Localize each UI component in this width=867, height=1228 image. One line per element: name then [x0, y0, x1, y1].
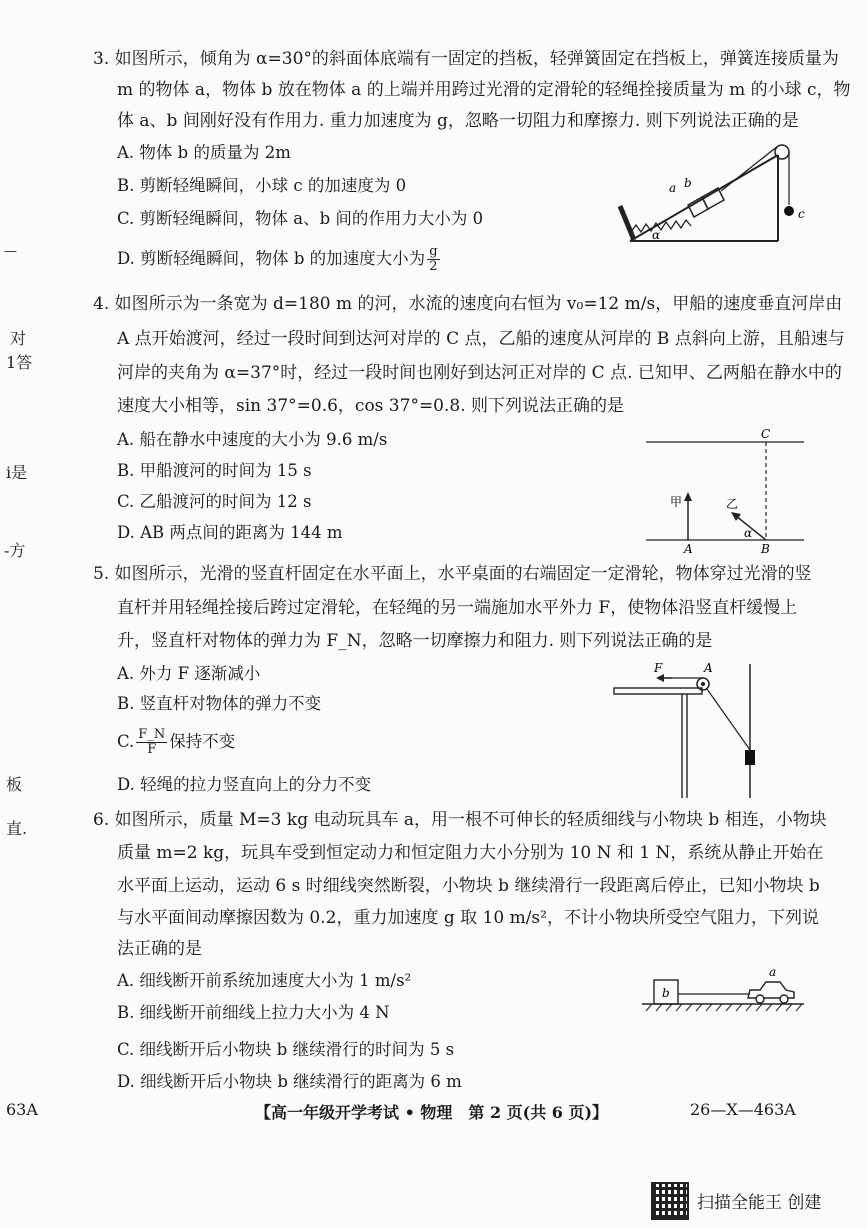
margin-text-2: 1答 [6, 353, 33, 372]
baffle [620, 206, 634, 240]
label-c: c [798, 207, 805, 221]
q4-option-a: A. 船在静水中速度的大小为 9.6 m/s [117, 430, 388, 449]
q5-line-3: 升，竖直杆对物体的弹力为 F_N，忽略一切摩擦力和阻力. 则下列说法正确的是 [117, 631, 713, 651]
label-A: A [704, 661, 713, 675]
q5-rod-figure [612, 658, 772, 804]
block-a [688, 197, 708, 217]
q6-car-figure [640, 966, 810, 1016]
footer-right-code: 26—X—463A [690, 1100, 796, 1119]
label-a: a [769, 966, 777, 979]
margin-text-5: 板 [6, 775, 23, 794]
q4-line-2: A 点开始渡河，经过一段时间到达河对岸的 C 点，乙船的速度从河岸的 B 点斜向上游，且船速与 [117, 329, 845, 349]
label-alpha: α [744, 526, 753, 540]
q6-option-a: A. 细线断开前系统加速度大小为 1 m/s² [117, 971, 412, 990]
q6-line-1: 6. 如图所示，质量 M=3 kg 电动玩具车 a，用一根不可伸长的轻质细线与小物块 b 相连，小物块 [93, 810, 827, 830]
q3-option-a: A. 物体 b 的质量为 2m [117, 143, 291, 162]
scanner-watermark: 扫描全能王 创建 [697, 1193, 822, 1213]
block [745, 750, 755, 765]
label-b: b [684, 176, 692, 190]
q5-line-1: 5. 如图所示，光滑的竖直杆固定在水平面上，水平桌面的右端固定一定滑轮，物体穿过光滑的竖 [93, 564, 812, 584]
margin-text-3: i是 [6, 463, 28, 482]
q6-line-5: 法正确的是 [117, 939, 202, 959]
frac-numerator: g [429, 244, 438, 259]
q5-option-c-fraction [136, 728, 167, 757]
q3-line-3: 体 a、b 间刚好没有作用力. 重力加速度为 g，忽略一切阻力和摩擦力. 则下列说法正确的是 [117, 111, 799, 131]
rope-slanted [707, 689, 750, 750]
q5-option-b: B. 竖直杆对物体的弹力不变 [117, 694, 322, 713]
frac-denominator: 2 [429, 259, 438, 274]
q4-river-figure [640, 426, 810, 556]
rope [721, 146, 778, 191]
q3-option-d-fraction [427, 245, 439, 274]
q6-line-3: 水平面上运动，运动 6 s 时细线突然断裂，小物块 b 继续滑行一段距离后停止，已知小物块 b [117, 876, 820, 896]
spring [630, 220, 691, 233]
label-yi: 乙 [726, 497, 739, 511]
q4-line-4: 速度大小相等，sin 37°=0.6，cos 37°=0.8. 则下列说法正确的是 [117, 396, 625, 416]
q3-option-c: C. 剪断轻绳瞬间，物体 a、b 间的作用力大小为 0 [117, 209, 484, 228]
label-jia: 甲 [670, 495, 683, 509]
ground-hatching [646, 1004, 802, 1011]
pulley-axle [701, 682, 705, 686]
qr-code-icon [651, 1182, 689, 1220]
label-a: a [669, 181, 677, 195]
q3-incline-figure [608, 138, 838, 250]
margin-text-6: 直. [6, 819, 28, 838]
label-F: F [654, 661, 663, 675]
margin-dash: — [4, 244, 15, 259]
frac-denominator: F [147, 742, 157, 757]
label-alpha: α [652, 228, 661, 242]
footer-left-code: 63A [6, 1100, 38, 1119]
margin-text-1: 对 [10, 329, 27, 348]
arrow-jia-head [684, 492, 692, 501]
q5-option-c [117, 727, 235, 757]
q4-option-c: C. 乙船渡河的时间为 12 s [117, 492, 312, 511]
q3-line-2: m 的物体 a，物体 b 放在物体 a 的上端并用跨过光滑的定滑轮的轻绳拴接质量为 m 的小球 c，物 [117, 80, 851, 100]
q6-option-c: C. 细线断开后小物块 b 继续滑行的时间为 5 s [117, 1040, 455, 1059]
label-B: B [761, 542, 770, 556]
q4-option-b: B. 甲船渡河的时间为 15 s [117, 461, 312, 480]
q5-option-c-label: C. [117, 732, 135, 751]
footer-page-info: 【高一年级开学考试 • 物理 第 2 页(共 6 页)】 [255, 1103, 609, 1122]
q4-line-3: 河岸的夹角为 α=37°时，经过一段时间也刚好到达河正对岸的 C 点. 已知甲、乙两船在静水中的 [117, 363, 842, 383]
pulley [775, 145, 789, 159]
table [614, 688, 702, 798]
block-b [702, 188, 724, 209]
toy-car-a [748, 982, 794, 1003]
q5-option-d: D. 轻绳的拉力竖直向上的分力不变 [117, 775, 372, 794]
q6-line-2: 质量 m=2 kg，玩具车受到恒定动力和恒定阻力大小分别为 10 N 和 1 N，系统从静止开始在 [117, 843, 824, 863]
q4-line-1: 4. 如图所示为一条宽为 d=180 m 的河，水流的速度向右恒为 v₀=12 m/s，甲船的速度垂直河岸由 [93, 294, 843, 314]
q3-option-b: B. 剪断轻绳瞬间，小球 c 的加速度为 0 [117, 176, 407, 195]
label-b: b [662, 986, 670, 1000]
q5-option-c-suffix: 保持不变 [169, 732, 236, 751]
q6-option-d: D. 细线断开后小物块 b 继续滑行的距离为 6 m [117, 1072, 462, 1091]
q5-option-a: A. 外力 F 逐渐减小 [117, 664, 261, 683]
q3-option-d-text: D. 剪断轻绳瞬间，物体 b 的加速度大小为 [117, 249, 426, 268]
ball-c [784, 206, 794, 216]
q6-line-4: 与水平面间动摩擦因数为 0.2，重力加速度 g 取 10 m/s²，不计小物块所受空气阻力，下列说 [117, 908, 819, 928]
frac-numerator: F_N [138, 727, 166, 742]
label-C: C [761, 427, 771, 441]
q4-option-d: D. AB 两点间的距离为 144 m [117, 523, 343, 542]
q6-option-b: B. 细线断开前细线上拉力大小为 4 N [117, 1003, 390, 1022]
q3-option-d [117, 244, 442, 274]
q5-line-2: 直杆并用轻绳拴接后跨过定滑轮，在轻绳的另一端施加水平外力 F，使物体沿竖直杆缓慢上 [117, 598, 798, 618]
label-A: A [684, 542, 693, 556]
force-F-arrowhead [656, 674, 664, 682]
q3-line-1: 3. 如图所示，倾角为 α=30°的斜面体底端有一固定的挡板，轻弹簧固定在挡板上，弹簧连接质量为 [93, 49, 839, 69]
margin-text-4: -方 [4, 541, 26, 560]
